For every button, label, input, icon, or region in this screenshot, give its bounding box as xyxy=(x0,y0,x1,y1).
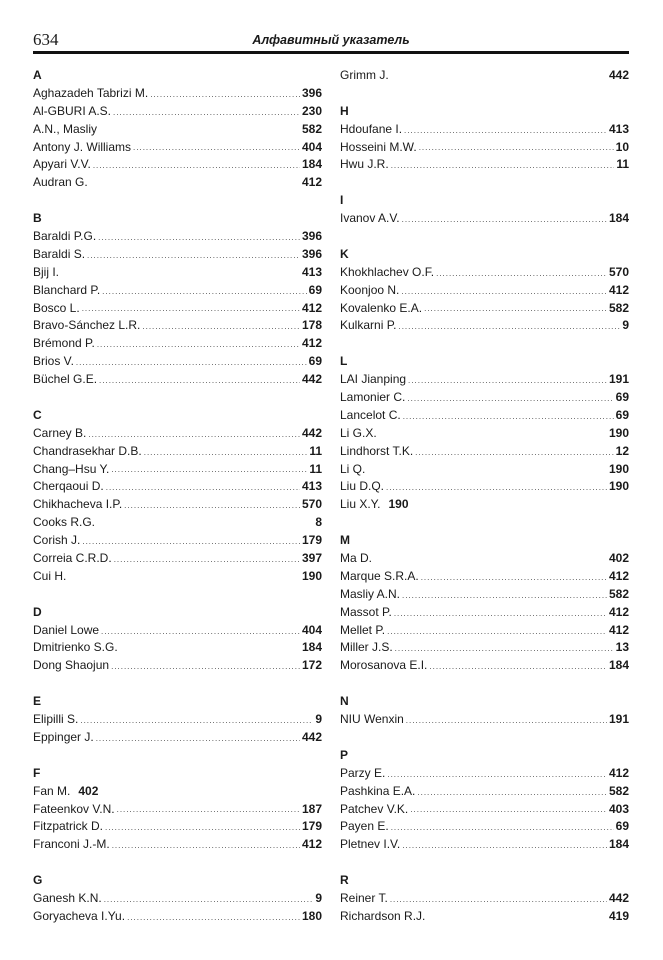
page-header xyxy=(33,28,629,54)
section-letter: E xyxy=(33,694,42,709)
dot-leader xyxy=(127,914,300,922)
index-entry xyxy=(33,353,322,371)
entry-name: Bosco L. xyxy=(33,300,80,315)
section-letter: M xyxy=(340,533,350,548)
entry-page-number: 191 xyxy=(608,712,629,727)
section-letter: L xyxy=(340,354,348,369)
entry-name: Massot P. xyxy=(340,604,392,619)
entry-name: Audran G. xyxy=(33,175,88,190)
entry-name: Marque S.R.A. xyxy=(340,568,419,583)
index-entry xyxy=(33,478,322,496)
section-spacer xyxy=(340,174,629,192)
entry-name: Antony J. Williams xyxy=(33,139,132,154)
entry-page-number: 184 xyxy=(301,640,322,655)
entry-page-number: 179 xyxy=(301,819,322,834)
entry-page-number: 396 xyxy=(301,85,322,100)
entry-page-number: 184 xyxy=(608,211,629,226)
entry-page-number: 69 xyxy=(615,390,629,405)
index-entry xyxy=(33,461,322,479)
dot-leader xyxy=(82,538,300,546)
index-entry xyxy=(33,246,322,264)
index-entry xyxy=(340,836,629,854)
entry-name: Brios V. xyxy=(33,354,74,369)
dot-leader xyxy=(98,234,300,242)
entry-name: Koonjoo N. xyxy=(340,282,400,297)
entry-page-number: 397 xyxy=(301,551,322,566)
entry-name: Grimm J. xyxy=(340,67,389,82)
section-letter: I xyxy=(340,193,344,208)
dot-leader xyxy=(415,449,613,457)
entry-name: Hdoufane I. xyxy=(340,121,403,136)
index-entry xyxy=(340,121,629,139)
index-entry xyxy=(340,783,629,801)
index-entry xyxy=(33,335,322,353)
dot-leader xyxy=(112,842,300,850)
dot-leader xyxy=(101,628,300,636)
entry-name: Cooks R.G. xyxy=(33,515,96,530)
index-entry xyxy=(33,622,322,640)
entry-name: Lancelot C. xyxy=(340,407,401,422)
entry-page-number: 404 xyxy=(301,139,322,154)
dot-leader xyxy=(390,896,607,904)
index-entry xyxy=(340,300,629,318)
index-entry xyxy=(33,371,322,389)
entry-page-number: 403 xyxy=(608,801,629,816)
index-entry xyxy=(33,139,322,157)
entry-page-number: 9 xyxy=(315,890,322,905)
entry-page-number: 412 xyxy=(608,604,629,619)
entry-page-number: 11 xyxy=(309,443,322,458)
entry-name: Fateenkov V.N. xyxy=(33,801,115,816)
entry-page-number: 190 xyxy=(388,497,409,512)
index-entry xyxy=(340,67,629,85)
index-entry xyxy=(33,121,322,139)
dot-leader xyxy=(113,109,300,117)
dot-leader xyxy=(99,377,300,385)
section-letter: K xyxy=(340,246,349,261)
entry-name: Fan M. xyxy=(33,783,71,798)
entry-name: Cui H. xyxy=(33,568,67,583)
entry-page-number: 396 xyxy=(301,229,322,243)
section-letter: H xyxy=(340,103,349,118)
dot-leader xyxy=(391,162,615,170)
section-spacer xyxy=(340,228,629,246)
entry-page-number: 412 xyxy=(301,175,322,190)
dot-leader xyxy=(124,502,300,510)
dot-leader xyxy=(417,789,607,797)
entry-page-number: 191 xyxy=(608,372,629,387)
section-spacer xyxy=(33,747,322,765)
index-entry xyxy=(33,640,322,658)
entry-page-number: 396 xyxy=(301,246,322,261)
index-entry xyxy=(340,908,629,926)
entry-name: Apyari V.V. xyxy=(33,157,91,172)
entry-name: Reiner T. xyxy=(340,890,388,905)
entry-page-number: 9 xyxy=(622,318,629,333)
entry-name: Baraldi S. xyxy=(33,246,86,261)
index-entry xyxy=(33,317,322,335)
index-entry xyxy=(33,657,322,675)
index-entry xyxy=(33,711,322,729)
entry-page-number: 442 xyxy=(608,67,629,82)
entry-page-number: 412 xyxy=(608,568,629,583)
entry-name: Kulkarni P. xyxy=(340,318,397,333)
entry-name: Miller J.S. xyxy=(340,640,393,655)
dot-leader xyxy=(391,824,614,832)
entry-name: Chang–Hsu Y. xyxy=(33,461,110,476)
dot-leader xyxy=(76,359,307,367)
entry-page-number: 412 xyxy=(608,765,629,780)
entry-name: Khokhlachev O.F. xyxy=(340,264,435,279)
entry-page-number: 11 xyxy=(309,461,322,476)
index-entry xyxy=(340,550,629,568)
index-entry xyxy=(33,228,322,246)
entry-page-number: 178 xyxy=(301,318,322,333)
dot-leader xyxy=(407,395,613,403)
dot-leader xyxy=(419,144,614,152)
entry-name: Baraldi P.G. xyxy=(33,229,97,243)
dot-leader xyxy=(87,252,300,260)
index-entry xyxy=(340,765,629,783)
dot-leader xyxy=(408,377,607,385)
dot-leader xyxy=(88,431,300,439)
index-entry xyxy=(33,783,322,801)
entry-name: Mellet P. xyxy=(340,622,386,637)
entry-name: Fitzpatrick D. xyxy=(33,819,104,834)
index-entry xyxy=(340,264,629,282)
dot-leader xyxy=(117,806,300,814)
dot-leader xyxy=(144,449,308,457)
index-entry xyxy=(33,908,322,926)
entry-name: Ivanov A.V. xyxy=(340,211,400,226)
entry-page-number: 184 xyxy=(608,837,629,852)
entry-page-number: 12 xyxy=(615,443,629,458)
entry-name: Elipilli S. xyxy=(33,712,79,727)
section-spacer xyxy=(340,675,629,693)
entry-page-number: 570 xyxy=(301,497,322,512)
index-entry xyxy=(33,729,322,747)
entry-page-number: 413 xyxy=(301,479,322,494)
entry-name: Hwu J.R. xyxy=(340,157,389,172)
entry-page-number: 190 xyxy=(608,425,629,440)
dot-leader xyxy=(111,663,300,671)
dot-leader xyxy=(402,592,607,600)
index-entry xyxy=(340,711,629,729)
index-entry xyxy=(340,640,629,658)
index-entry xyxy=(33,818,322,836)
entry-name: Daniel Lowe xyxy=(33,622,100,637)
entry-name: Blanchard P. xyxy=(33,282,101,297)
entry-name: Richardson R.J. xyxy=(340,908,426,923)
index-entry xyxy=(340,317,629,335)
dot-leader xyxy=(97,341,300,349)
section-spacer xyxy=(33,854,322,872)
entry-name: Masliy A.N. xyxy=(340,586,401,601)
dot-leader xyxy=(82,305,300,313)
entry-name: Liu X.Y. xyxy=(340,497,381,512)
dot-leader xyxy=(403,413,614,421)
dot-leader xyxy=(402,842,607,850)
index-entry xyxy=(33,496,322,514)
section-spacer xyxy=(33,389,322,407)
entry-page-number: 69 xyxy=(615,819,629,834)
entry-page-number: 413 xyxy=(608,121,629,136)
header-rule xyxy=(33,51,629,54)
index-entry xyxy=(340,890,629,908)
index-entry xyxy=(340,156,629,174)
entry-name: Carney B. xyxy=(33,425,87,440)
entry-name: Patchev V.K. xyxy=(340,801,409,816)
index-entry xyxy=(340,371,629,389)
entry-name: Franconi J.-M. xyxy=(33,837,110,852)
entry-name: Dmitrienko S.G. xyxy=(33,640,118,655)
dot-leader xyxy=(401,288,607,296)
dot-leader xyxy=(133,144,300,152)
index-entry xyxy=(340,139,629,157)
entry-name: Goryacheva I.Yu. xyxy=(33,908,126,923)
dot-leader xyxy=(142,323,300,331)
entry-page-number: 582 xyxy=(608,783,629,798)
entry-name: Ganesh K.N. xyxy=(33,890,102,905)
section-spacer xyxy=(340,85,629,103)
index-column-right xyxy=(340,67,629,926)
index-entry xyxy=(340,604,629,622)
entry-name: Bjij I. xyxy=(33,264,60,279)
entry-page-number: 412 xyxy=(301,336,322,351)
entry-page-number: 442 xyxy=(301,729,322,744)
entry-name: Li G.X. xyxy=(340,425,377,440)
entry-name: Parzy E. xyxy=(340,765,386,780)
entry-name: Chikhacheva I.P. xyxy=(33,497,123,512)
dot-leader xyxy=(402,216,607,224)
section-letter: F xyxy=(33,765,41,780)
index-entry xyxy=(33,300,322,318)
entry-name: Brémond P. xyxy=(33,336,95,351)
entry-name: Chandrasekhar D.B. xyxy=(33,443,142,458)
entry-name: Liu D.Q. xyxy=(340,479,385,494)
entry-page-number: 190 xyxy=(301,568,322,583)
dot-leader xyxy=(111,466,307,474)
entry-page-number: 69 xyxy=(308,282,322,297)
entry-name: Ma D. xyxy=(340,551,373,566)
dot-leader xyxy=(106,484,300,492)
index-entry xyxy=(340,496,629,514)
entry-name: LAI Jianping xyxy=(340,372,407,387)
entry-page-number: 180 xyxy=(301,908,322,923)
index-column-left xyxy=(33,67,322,926)
dot-leader xyxy=(410,806,607,814)
dot-leader xyxy=(96,735,300,743)
dot-leader xyxy=(394,610,607,618)
entry-page-number: 8 xyxy=(315,515,322,530)
dot-leader xyxy=(93,162,300,170)
page-number: 634 xyxy=(33,30,59,49)
index-entry xyxy=(340,425,629,443)
entry-name: Pletnev I.V. xyxy=(340,837,401,852)
entry-page-number: 10 xyxy=(615,139,629,154)
entry-page-number: 172 xyxy=(301,658,322,673)
entry-name: Hosseini M.W. xyxy=(340,139,417,154)
index-entry xyxy=(340,210,629,228)
section-spacer xyxy=(340,514,629,532)
section-spacer xyxy=(33,675,322,693)
entry-page-number: 187 xyxy=(301,801,322,816)
dot-leader xyxy=(395,645,614,653)
section-spacer xyxy=(340,729,629,747)
entry-name: Al-GBURI A.S. xyxy=(33,103,112,118)
index-entry xyxy=(340,586,629,604)
section-letter: R xyxy=(340,873,349,888)
entry-name: Eppinger J. xyxy=(33,729,94,744)
entry-name: Büchel G.E. xyxy=(33,372,98,387)
entry-name: NIU Wenxin xyxy=(340,712,404,727)
entry-page-number: 184 xyxy=(608,658,629,673)
index-entry xyxy=(340,622,629,640)
entry-page-number: 582 xyxy=(608,300,629,315)
index-entry xyxy=(340,568,629,586)
entry-name: Payen E. xyxy=(340,819,389,834)
entry-page-number: 442 xyxy=(301,372,322,387)
dot-leader xyxy=(80,717,313,725)
section-letter: C xyxy=(33,407,42,422)
dot-leader xyxy=(114,556,300,564)
index-entry xyxy=(33,103,322,121)
entry-page-number: 11 xyxy=(616,157,629,172)
section-letter: P xyxy=(340,747,349,762)
entry-name: Li Q. xyxy=(340,461,366,476)
dot-leader xyxy=(429,663,607,671)
index-entry xyxy=(340,407,629,425)
entry-page-number: 230 xyxy=(301,103,322,118)
dot-leader xyxy=(421,574,607,582)
entry-page-number: 582 xyxy=(608,586,629,601)
entry-page-number: 190 xyxy=(608,461,629,476)
index-entry xyxy=(33,532,322,550)
entry-name: Bravo-Sánchez L.R. xyxy=(33,318,141,333)
entry-name: Lindhorst T.K. xyxy=(340,443,414,458)
index-entry xyxy=(340,282,629,300)
entry-page-number: 402 xyxy=(78,783,99,798)
dot-leader xyxy=(406,717,607,725)
entry-name: Kovalenko E.A. xyxy=(340,300,423,315)
index-entry xyxy=(340,389,629,407)
dot-leader xyxy=(105,824,300,832)
running-title: Алфавитный указатель xyxy=(252,33,410,47)
entry-page-number: 412 xyxy=(301,837,322,852)
entry-page-number: 582 xyxy=(301,121,322,136)
entry-name: Aghazadeh Tabrizi M. xyxy=(33,85,149,100)
index-entry xyxy=(33,174,322,192)
entry-page-number: 184 xyxy=(301,157,322,172)
index-page xyxy=(33,28,629,948)
entry-page-number: 419 xyxy=(608,908,629,923)
section-spacer xyxy=(33,586,322,604)
dot-leader xyxy=(150,91,300,99)
section-letter: N xyxy=(340,694,349,709)
entry-page-number: 179 xyxy=(301,533,322,548)
entry-name: Corish J. xyxy=(33,533,81,548)
index-entry xyxy=(340,443,629,461)
entry-page-number: 442 xyxy=(301,425,322,440)
index-entry xyxy=(33,801,322,819)
entry-page-number: 412 xyxy=(608,282,629,297)
index-entry xyxy=(33,282,322,300)
entry-name: Pashkina E.A. xyxy=(340,783,416,798)
entry-name: A.N., Masliy xyxy=(33,121,98,136)
dot-leader xyxy=(387,771,607,779)
section-letter: G xyxy=(33,873,43,888)
index-entry xyxy=(33,568,322,586)
index-entry xyxy=(33,443,322,461)
dot-leader xyxy=(102,288,306,296)
entry-name: Correia C.R.D. xyxy=(33,551,112,566)
entry-page-number: 13 xyxy=(615,640,629,655)
entry-page-number: 412 xyxy=(608,622,629,637)
entry-page-number: 412 xyxy=(301,300,322,315)
entry-name: Dong Shaojun xyxy=(33,658,110,673)
section-letter: B xyxy=(33,211,42,226)
entry-page-number: 413 xyxy=(301,264,322,279)
section-spacer xyxy=(340,335,629,353)
section-spacer xyxy=(33,192,322,210)
index-entry xyxy=(340,801,629,819)
index-entry xyxy=(33,836,322,854)
dot-leader xyxy=(387,628,607,636)
index-entry xyxy=(33,425,322,443)
index-entry xyxy=(33,514,322,532)
entry-page-number: 402 xyxy=(608,551,629,566)
entry-page-number: 570 xyxy=(608,264,629,279)
index-entry xyxy=(340,657,629,675)
index-entry xyxy=(340,478,629,496)
index-entry xyxy=(340,461,629,479)
index-entry xyxy=(33,550,322,568)
dot-leader xyxy=(424,305,607,313)
entry-page-number: 69 xyxy=(308,354,322,369)
index-entry xyxy=(33,264,322,282)
index-entry xyxy=(33,890,322,908)
entry-page-number: 190 xyxy=(608,479,629,494)
index-entry xyxy=(340,818,629,836)
dot-leader xyxy=(386,484,607,492)
entry-name: Morosanova E.I. xyxy=(340,658,428,673)
dot-leader xyxy=(398,323,620,331)
entry-page-number: 9 xyxy=(315,712,322,727)
entry-page-number: 442 xyxy=(608,890,629,905)
entry-name: Lamonier C. xyxy=(340,390,406,405)
section-letter: A xyxy=(33,68,42,82)
dot-leader xyxy=(104,896,314,904)
dot-leader xyxy=(436,270,607,278)
index-entry xyxy=(33,85,322,103)
index-entry xyxy=(33,156,322,174)
entry-name: Cherqaoui D. xyxy=(33,479,104,494)
dot-leader xyxy=(404,127,607,135)
section-spacer xyxy=(340,854,629,872)
entry-page-number: 69 xyxy=(615,407,629,422)
section-letter: D xyxy=(33,604,42,619)
entry-page-number: 404 xyxy=(301,622,322,637)
